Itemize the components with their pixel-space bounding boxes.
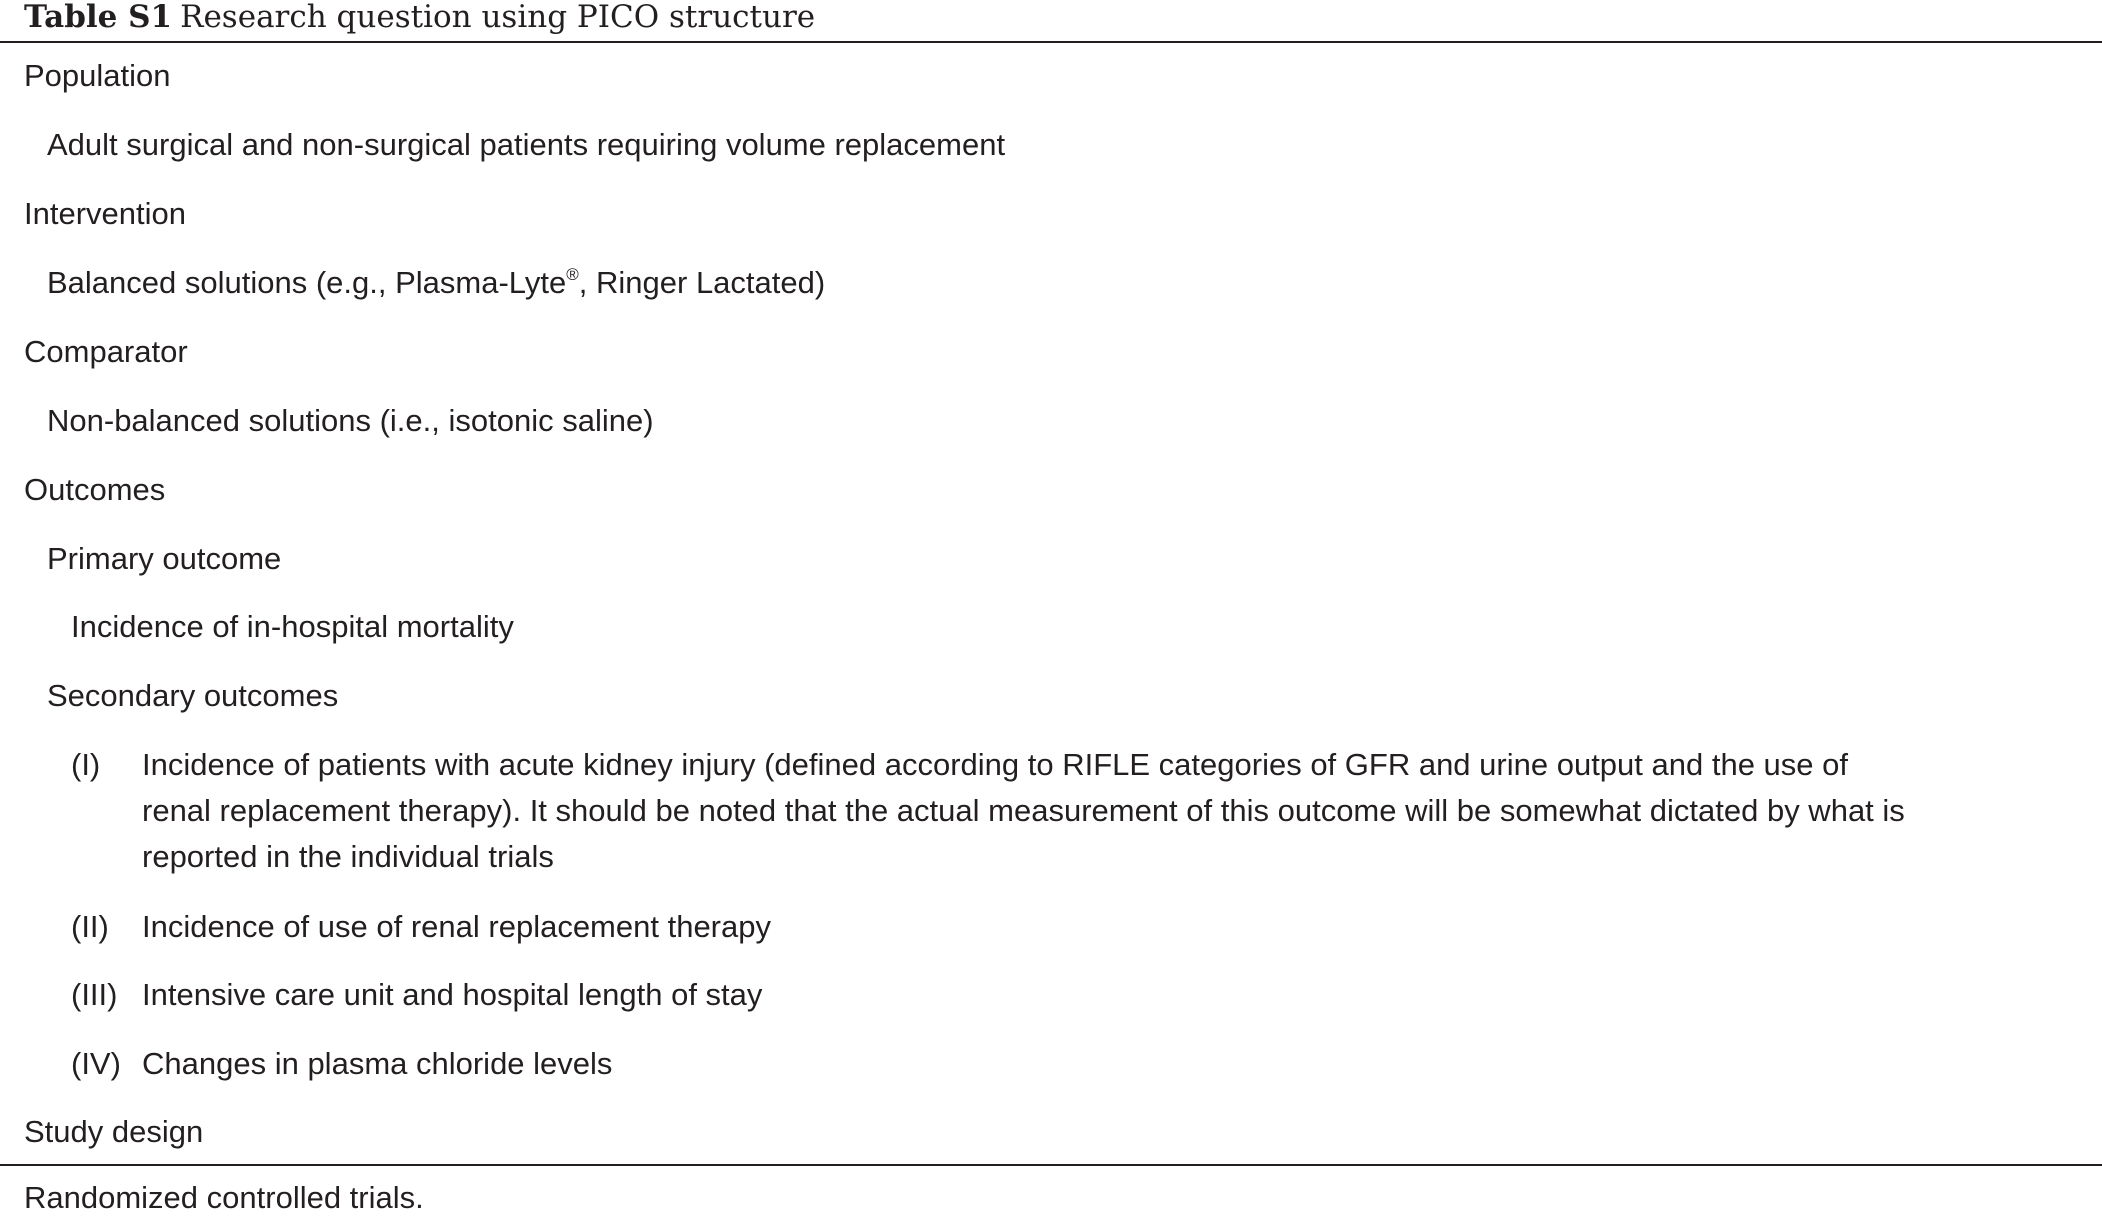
item-marker: (IV) — [71, 1046, 121, 1081]
item-text-line: renal replacement therapy). It should be noted that the actual measurement of this outcome will be somewhat dictated by what is — [142, 793, 1905, 828]
item-text — [142, 972, 2102, 1018]
population-text: Adult surgical and non-surgical patients requiring volume replacement — [47, 127, 1006, 162]
item-marker: (II) — [71, 909, 109, 944]
item-text-line: reported in the individual trials — [142, 839, 554, 874]
item-text-line: Incidence of use of renal replacement therapy — [142, 909, 771, 944]
item-marker: (III) — [71, 977, 118, 1012]
registered-mark: ® — [566, 265, 579, 284]
comparator-heading: Comparator — [24, 334, 188, 369]
table-top-rule — [0, 41, 2102, 43]
population-heading: Population — [24, 58, 171, 93]
intervention-text — [47, 260, 825, 306]
comparator-text: Non-balanced solutions (i.e., isotonic saline) — [47, 403, 654, 438]
table-title: Research question using PICO structure — [180, 0, 816, 35]
item-text — [142, 742, 2102, 880]
outcomes-heading: Outcomes — [24, 472, 166, 507]
intervention-heading: Intervention — [24, 196, 186, 231]
item-text — [142, 1041, 2102, 1087]
item-text — [142, 904, 2102, 950]
item-text-line: Changes in plasma chloride levels — [142, 1046, 613, 1081]
table-separator-rule — [0, 1164, 2102, 1166]
item-text-line: Intensive care unit and hospital length of stay — [142, 977, 763, 1012]
item-text-line: Incidence of patients with acute kidney injury (defined according to RIFLE categories of GFR and urine output and the use of — [142, 747, 1848, 782]
item-marker: (I) — [71, 747, 101, 782]
study-design-heading: Study design — [24, 1114, 204, 1149]
primary-outcome-heading: Primary outcome — [47, 541, 282, 576]
table-label: Table S1 — [24, 0, 173, 35]
intervention-text-rest: , Ringer Lactated) — [578, 265, 826, 300]
table-caption — [24, 0, 815, 34]
study-design-text: Randomized controlled trials. — [24, 1180, 424, 1215]
secondary-outcomes-heading: Secondary outcomes — [47, 678, 339, 713]
primary-outcome-text: Incidence of in-hospital mortality — [71, 609, 514, 644]
intervention-text-main: Balanced solutions (e.g., Plasma-Lyte — [47, 265, 567, 300]
